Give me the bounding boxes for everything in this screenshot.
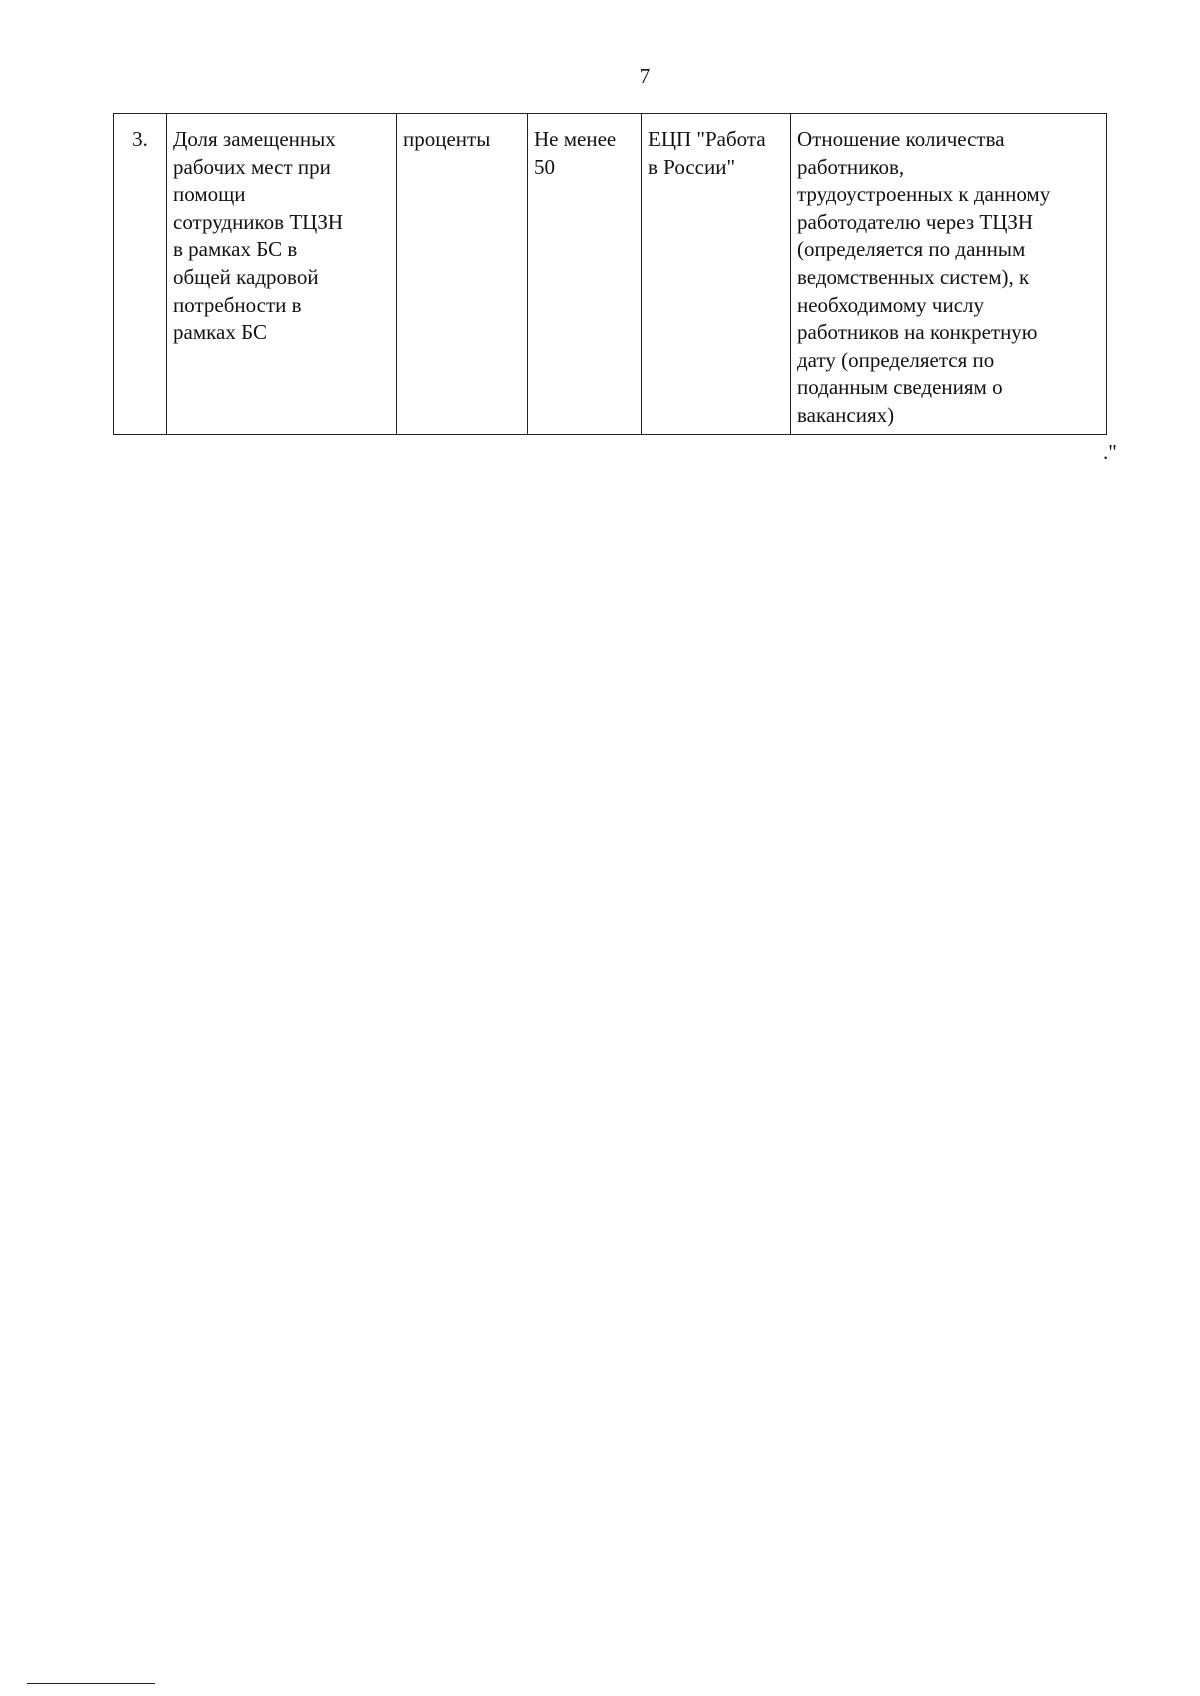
- row-number-cell: 3.: [114, 114, 167, 435]
- unit-cell: проценты: [397, 114, 528, 435]
- indicator-name-cell: Доля замещенных рабочих мест при помощи сотрудников ТЦЗН в рамках БС в общей кадровой потребности в рамках БС: [167, 114, 397, 435]
- indicator-table: [113, 113, 1107, 435]
- table-row: [114, 114, 1107, 435]
- calculation-method-cell: Отношение количества работников, трудоустроенных к данному работодателю через ТЦЗН (определяется по данным ведомственных систем), к необходимому числу работников на конкретную дату (определяется по поданным сведениям о вакансиях): [791, 114, 1107, 435]
- data-source-cell: ЕЦП "Работа в России": [642, 114, 791, 435]
- target-value-cell: Не менее 50: [528, 114, 642, 435]
- footnote-divider: [27, 1683, 155, 1684]
- page-number: 7: [639, 64, 651, 88]
- closing-quote-mark: .": [1103, 440, 1117, 464]
